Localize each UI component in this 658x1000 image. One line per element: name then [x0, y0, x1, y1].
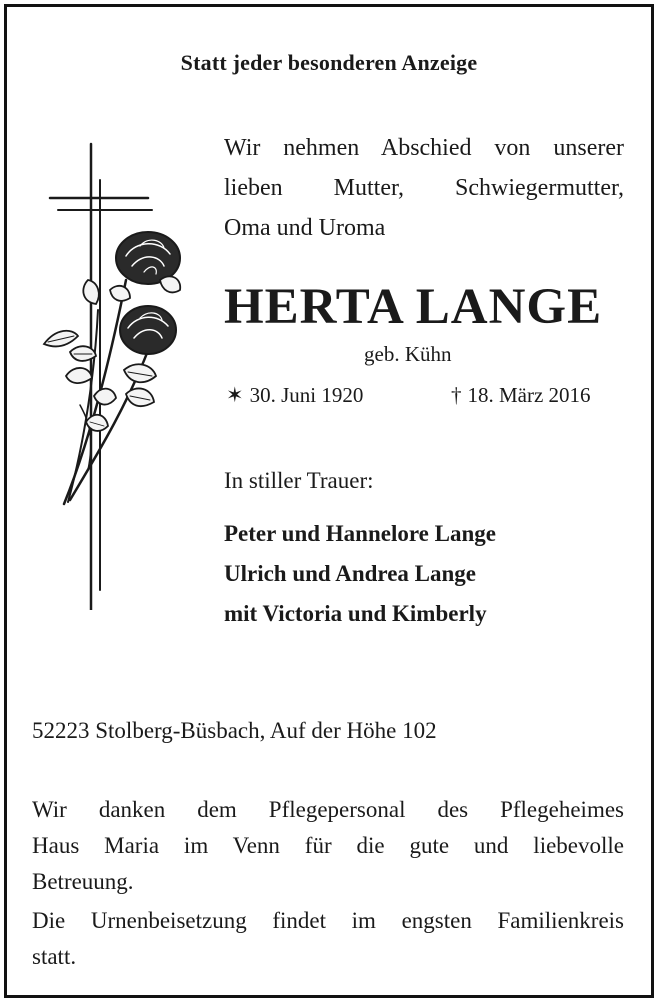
deceased-name: HERTA LANGE — [224, 279, 603, 335]
mourning-label: In stiller Trauer: — [224, 468, 374, 493]
maiden-name: geb. Kühn — [364, 342, 452, 366]
mourner-line: Peter und Hannelore Lange — [224, 521, 496, 546]
urn-line: statt. — [32, 944, 77, 969]
mourner-line: mit Victoria und Kimberly — [224, 601, 487, 626]
thanks-line: Haus Maria im Venn für die gute und liebevolle — [32, 833, 624, 858]
intro-line: Wir nehmen Abschied von unserer — [224, 135, 624, 161]
death-date — [451, 383, 591, 408]
intro-line: Oma und Uroma — [224, 215, 386, 241]
birth-date-text: 30. Juni 1920 — [249, 383, 364, 407]
cross-with-roses-icon — [40, 140, 190, 610]
thanks-paragraph — [32, 792, 624, 900]
urn-line: Die Urnenbeisetzung findet im engsten Familienkreis — [32, 908, 624, 933]
intro-line: lieben Mutter, Schwiegermutter, — [224, 175, 624, 201]
death-date-text: 18. März 2016 — [467, 383, 591, 407]
mourners-list — [224, 514, 496, 634]
notice-header: Statt jeder besonderen Anzeige — [180, 50, 478, 75]
intro-text — [224, 128, 624, 248]
death-cross-icon: † — [451, 383, 462, 407]
thanks-line: Betreuung. — [32, 869, 134, 894]
family-address: 52223 Stolberg-Büsbach, Auf der Höhe 102 — [32, 718, 437, 743]
thanks-line: Wir danken dem Pflegepersonal des Pflegeheimes — [32, 797, 624, 822]
mourner-line: Ulrich und Andrea Lange — [224, 561, 476, 586]
urn-paragraph — [32, 903, 624, 975]
cross-roses-illustration — [40, 140, 190, 610]
birth-date — [226, 383, 363, 408]
birth-star-icon: ✶ — [226, 383, 244, 407]
